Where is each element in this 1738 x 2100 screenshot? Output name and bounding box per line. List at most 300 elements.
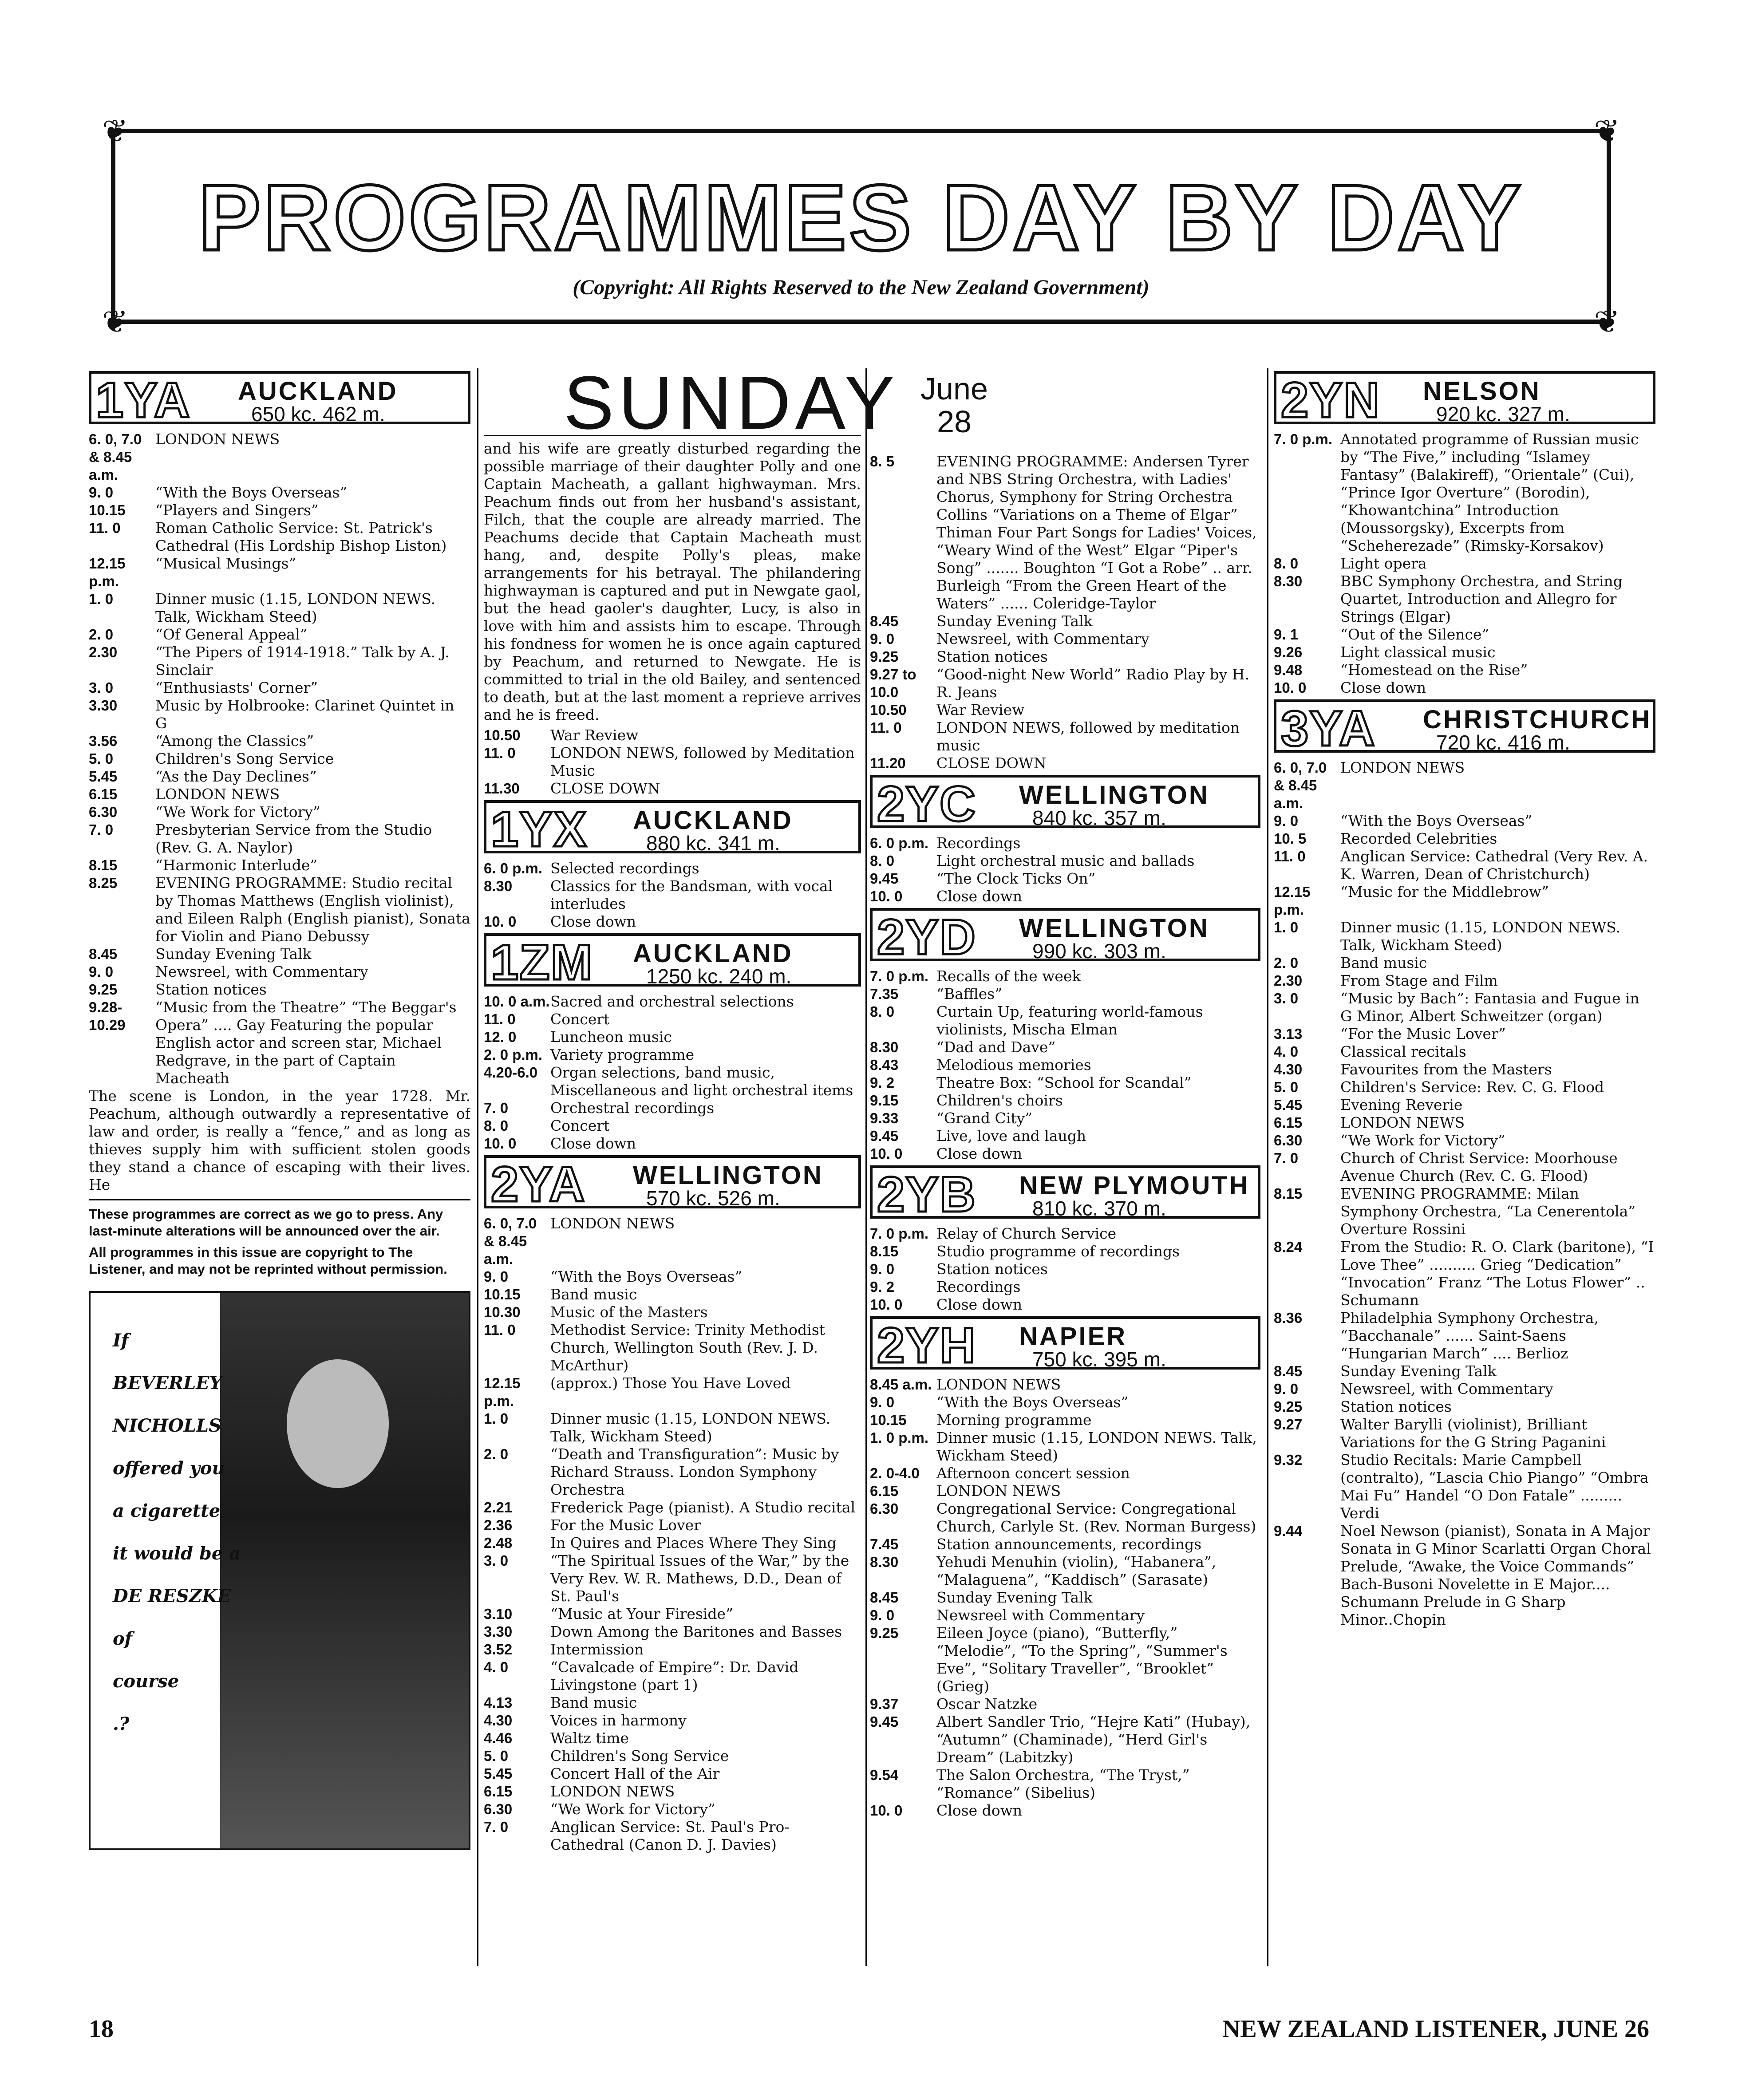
schedule-row [89, 697, 470, 732]
schedule-row [870, 1500, 1260, 1536]
schedule-description: “Baffles” [936, 985, 1003, 1003]
station-city: AUCKLAND [238, 377, 398, 406]
schedule-description: For the Music Lover [550, 1516, 701, 1534]
schedule-description: Band music [1340, 954, 1427, 971]
station-frequency: 570 kc. 526 m. [646, 1187, 780, 1210]
schedule-row [870, 754, 1260, 772]
schedule-row [870, 888, 1260, 905]
column-divider [1267, 368, 1268, 1966]
schedule-time: 2.30 [1274, 972, 1303, 989]
schedule-description: Classics for the Bandsman, with vocal interludes [550, 877, 833, 912]
schedule-time: 8. 0 [870, 853, 895, 869]
schedule-time: 6. 0, 7.0 & 8.45 a.m. [484, 1215, 537, 1267]
schedule-description: “Harmonic Interlude” [155, 857, 318, 874]
schedule-time: 9.25 [870, 648, 899, 665]
station-city: AUCKLAND [633, 939, 793, 968]
schedule-row [484, 1534, 861, 1552]
schedule-description: LONDON NEWS [550, 1783, 675, 1800]
schedule-row [1274, 626, 1655, 643]
schedule-time: 5. 0 [484, 1748, 509, 1764]
schedule-row [870, 1713, 1260, 1766]
schedule-time: 10.50 [870, 702, 907, 718]
schedule-description: Station notices [936, 1260, 1048, 1278]
schedule-description: Newsreel with Commentary [936, 1607, 1145, 1624]
schedule-time: 10. 0 [870, 1296, 903, 1313]
schedule-time: 10. 0 [870, 1802, 903, 1819]
schedule-row [1274, 430, 1655, 555]
spacer [870, 368, 1260, 453]
schedule-list [870, 1376, 1260, 1820]
schedule-time: 2. 0 [89, 626, 114, 643]
schedule-row [484, 1552, 861, 1605]
masthead [102, 113, 1620, 340]
schedule-row [870, 1695, 1260, 1713]
schedule-time: 1. 0 [1274, 919, 1299, 936]
schedule-description: Voices in harmony [550, 1712, 687, 1729]
schedule-description: Close down [936, 1296, 1023, 1313]
schedule-description: Philadelphia Symphony Orchestra, “Bacchanale” ...... Saint-Saens “Hungarian March” .... Berlioz [1340, 1309, 1599, 1362]
schedule-description: Sunday Evening Talk [1340, 1362, 1497, 1380]
schedule-row [870, 1411, 1260, 1429]
corner-ornament-icon: ❦ [102, 113, 128, 149]
schedule-time: 6.15 [484, 1783, 513, 1800]
schedule-description: “Music at Your Fireside” [550, 1605, 733, 1622]
schedule-description: “For the Music Lover” [1340, 1025, 1506, 1042]
schedule-list [870, 1225, 1260, 1314]
schedule-row [89, 519, 470, 555]
schedule-time: 1. 0 p.m. [870, 1429, 929, 1446]
schedule-time: 6.30 [870, 1500, 899, 1517]
schedule-row [1274, 1132, 1655, 1149]
schedule-time: 7. 0 p.m. [870, 1225, 929, 1242]
schedule-time: 8.45 [89, 946, 118, 962]
schedule-time: 10. 0 [484, 913, 517, 930]
schedule-time: 9. 0 [89, 484, 114, 501]
schedule-description: Frederick Page (pianist). A Studio recital [550, 1499, 856, 1516]
schedule-description: EVENING PROGRAMME: Studio recital by Thomas Matthews (English violinist), and Eileen Ralph (English pianist), Sonata for Violin and Piano Debussy [155, 874, 470, 945]
schedule-row [1274, 1114, 1655, 1132]
schedule-description: Concert [550, 1117, 610, 1134]
schedule-time: 6.15 [89, 786, 118, 802]
schedule-description: LONDON NEWS [155, 430, 280, 448]
schedule-description: “Homestead on the Rise” [1340, 661, 1528, 679]
schedule-description: “With the Boys Overseas” [155, 484, 348, 501]
schedule-row [870, 1260, 1260, 1278]
schedule-row [1274, 1309, 1655, 1362]
station-header-2yd [870, 908, 1260, 965]
schedule-time: 9.33 [870, 1110, 899, 1126]
schedule-description: Light orchestral music and ballads [936, 852, 1195, 869]
schedule-time: 8. 0 [484, 1117, 509, 1134]
station-call-sign: 2YN [1281, 372, 1380, 428]
advertisement [89, 1291, 470, 1850]
schedule-row [484, 877, 861, 913]
schedule-description: Recordings [936, 1278, 1021, 1295]
schedule-row [1274, 555, 1655, 572]
schedule-time: 7. 0 p.m. [1274, 431, 1333, 447]
schedule-row [870, 834, 1260, 852]
schedule-time: 9. 0 [1274, 813, 1299, 829]
schedule-row [89, 945, 470, 963]
schedule-time: 7.35 [870, 986, 899, 1002]
schedule-description: LONDON NEWS, followed by Meditation Music [550, 744, 855, 779]
schedule-row [1274, 1238, 1655, 1309]
schedule-description: LONDON NEWS [936, 1482, 1061, 1500]
schedule-time: 10. 0 a.m. [484, 993, 550, 1010]
schedule-list [484, 726, 861, 797]
schedule-list [89, 430, 470, 1087]
schedule-description: Dinner music (1.15, LONDON NEWS. Talk, Wickham Steed) [936, 1429, 1257, 1464]
publication-footer: NEW ZEALAND LISTENER, JUNE 26 [1222, 2015, 1649, 2043]
station-city: WELLINGTON [1019, 781, 1209, 809]
schedule-description: Theatre Box: “School for Scandal” [936, 1074, 1192, 1091]
schedule-list [1274, 759, 1655, 1629]
schedule-row [1274, 679, 1655, 697]
schedule-description: LONDON NEWS [1340, 759, 1465, 776]
schedule-time: 9.15 [870, 1092, 899, 1109]
schedule-description: In Quires and Places Where They Sing [550, 1534, 837, 1551]
schedule-row [1274, 1025, 1655, 1043]
schedule-description: Anglican Service: St. Paul's Pro-Cathedral (Canon D. J. Davies) [550, 1818, 790, 1853]
schedule-time: 9.32 [1274, 1452, 1303, 1468]
schedule-time: 9.37 [870, 1696, 899, 1712]
schedule-row [870, 1278, 1260, 1296]
schedule-description: Newsreel, with Commentary [1340, 1380, 1553, 1397]
schedule-row [484, 1818, 861, 1854]
schedule-time: 9.25 [89, 981, 118, 998]
schedule-description: Methodist Service: Trinity Methodist Church, Wellington South (Rev. J. D. McArthur) [550, 1321, 825, 1374]
copyright-notice: (Copyright: All Rights Reserved to the New Zealand Government) [573, 276, 1149, 299]
schedule-time: 6.30 [89, 804, 118, 820]
schedule-time: 9.25 [870, 1625, 899, 1641]
day-heading [484, 361, 988, 445]
schedule-description: Live, love and laugh [936, 1127, 1086, 1145]
schedule-description: Light classical music [1340, 643, 1496, 661]
schedule-time: 10.15 [89, 502, 126, 518]
schedule-row [870, 666, 1260, 701]
schedule-time: 6. 0, 7.0 & 8.45 a.m. [1274, 759, 1327, 811]
schedule-time: 6.30 [484, 1801, 513, 1817]
schedule-time: 9.28-10.29 [89, 999, 126, 1033]
schedule-time: 2.36 [484, 1517, 513, 1533]
schedule-time: 7. 0 [484, 1100, 509, 1116]
schedule-row [89, 821, 470, 857]
schedule-time: 6.15 [1274, 1114, 1303, 1131]
schedule-row [870, 1607, 1260, 1624]
schedule-time: 3.52 [484, 1641, 513, 1658]
date: 28 [937, 404, 972, 439]
schedule-description: Children's Service: Rev. C. G. Flood [1340, 1078, 1604, 1096]
schedule-description: War Review [550, 726, 639, 744]
page-title: PROGRAMMES DAY BY DAY [198, 166, 1524, 270]
schedule-time: 10. 0 [484, 1135, 517, 1152]
schedule-description: “Death and Transfiguration”: Music by Richard Strauss. London Symphony Orchestra [550, 1445, 839, 1498]
schedule-time: 9.27 to 10.0 [870, 666, 916, 700]
schedule-time: 3.56 [89, 733, 118, 749]
schedule-row [870, 1393, 1260, 1411]
corner-ornament-icon: ❦ [102, 304, 128, 340]
schedule-row [1274, 1522, 1655, 1629]
schedule-row [1274, 1416, 1655, 1451]
schedule-description: Newsreel, with Commentary [936, 630, 1149, 647]
schedule-row [870, 1429, 1260, 1464]
schedule-description: Dinner music (1.15, LONDON NEWS. Talk, Wickham Steed) [550, 1410, 831, 1445]
schedule-time: 3. 0 [89, 679, 114, 696]
schedule-description: “Among the Classics” [155, 732, 314, 750]
schedule-description: Noel Newson (pianist), Sonata in A Major Sonata in G Minor Scarlatti Organ Choral Prelude, “Awake, the Voice Commands” Bach-Busoni Novelette in E Major.... Schumann Prelude in G Sharp Minor..Chopin [1340, 1522, 1651, 1628]
schedule-description: Close down [936, 888, 1023, 905]
schedule-time: 11. 0 [484, 1322, 516, 1338]
schedule-time: 8.24 [1274, 1239, 1303, 1255]
schedule-time: 8.45 [870, 1589, 899, 1606]
station-header-2yb [870, 1165, 1260, 1222]
schedule-description: Music of the Masters [550, 1303, 708, 1321]
schedule-row [870, 967, 1260, 985]
station-frequency: 750 kc. 395 m. [1032, 1348, 1166, 1371]
schedule-row [870, 985, 1260, 1003]
schedule-description: Luncheon music [550, 1028, 672, 1046]
schedule-description: Roman Catholic Service: St. Patrick's Cathedral (His Lordship Bishop Liston) [155, 519, 447, 554]
schedule-description: “Players and Singers” [155, 501, 319, 519]
schedule-row [484, 1516, 861, 1534]
station-call-sign: 2YH [877, 1318, 976, 1373]
schedule-row [1274, 1043, 1655, 1061]
schedule-row [89, 963, 470, 981]
schedule-row [89, 768, 470, 786]
schedule-description: Church of Christ Service: Moorhouse Avenue Church (Rev. C. G. Flood) [1340, 1149, 1618, 1184]
schedule-description: Station announcements, recordings [936, 1536, 1202, 1553]
schedule-time: 4. 0 [484, 1659, 509, 1675]
schedule-row [870, 1109, 1260, 1127]
schedule-description: Annotated programme of Russian music by “The Five,” including “Islamey Fantasy” (Balakireff), “Orientale” (Cui), “Prince Igor Overture” (Borodin), “Khowantchina” Introduction (Moussorgsky), Excerpts from “Scheherezade” (Rimsky-Korsakov) [1340, 430, 1639, 554]
schedule-description: Morning programme [936, 1411, 1092, 1429]
schedule-list [1274, 430, 1655, 697]
schedule-row [484, 1499, 861, 1516]
schedule-list [870, 834, 1260, 905]
month: June [920, 371, 988, 406]
column-2-body [484, 440, 861, 1980]
schedule-description: Station notices [155, 981, 267, 998]
schedule-row [870, 612, 1260, 630]
schedule-description: “With the Boys Overseas” [1340, 812, 1533, 829]
schedule-description: “Good-night New World” Radio Play by H. R. Jeans [936, 666, 1250, 701]
schedule-description: Eileen Joyce (piano), “Butterfly,” “Melodie”, “To the Spring”, “Summer's Eve”, “Solitary Traveller”, “Brooklet” (Grieg) [936, 1624, 1228, 1695]
schedule-time: 9.48 [1274, 662, 1303, 678]
ad-line: a cigarette [113, 1500, 221, 1521]
schedule-description: Down Among the Baritones and Basses [550, 1623, 842, 1640]
schedule-description: Organ selections, band music, Miscellaneous and light orchestral items [550, 1064, 853, 1099]
schedule-description: Band music [550, 1694, 637, 1711]
schedule-description: LONDON NEWS [936, 1376, 1061, 1393]
schedule-description: Afternoon concert session [936, 1464, 1130, 1482]
schedule-time: 7. 0 [1274, 1150, 1299, 1166]
schedule-list [870, 967, 1260, 1163]
schedule-description: Dinner music (1.15, LONDON NEWS. Talk, Wickham Steed) [1340, 919, 1621, 954]
schedule-row [89, 750, 470, 768]
schedule-row [870, 453, 1260, 612]
schedule-time: 12. 0 [484, 1029, 517, 1045]
schedule-row [1274, 1096, 1655, 1114]
schedule-time: 3.13 [1274, 1026, 1303, 1042]
schedule-time: 8.45 [870, 613, 899, 629]
schedule-list [870, 453, 1260, 772]
schedule-row [1274, 1451, 1655, 1522]
schedule-row [870, 648, 1260, 666]
station-city: AUCKLAND [633, 806, 793, 835]
schedule-row [870, 1376, 1260, 1393]
schedule-row [484, 913, 861, 931]
schedule-row [1274, 1398, 1655, 1416]
schedule-row [870, 852, 1260, 870]
schedule-time: 10. 0 [870, 888, 903, 904]
schedule-row [484, 1641, 861, 1658]
schedule-time: 5.45 [1274, 1097, 1303, 1113]
schedule-time: 10. 0 [870, 1145, 903, 1162]
schedule-row [484, 1099, 861, 1117]
schedule-row [484, 1729, 861, 1747]
station-frequency: 720 kc. 416 m. [1436, 731, 1570, 754]
ad-line: offered you [113, 1458, 225, 1479]
schedule-row [484, 1783, 861, 1800]
schedule-time: 10. 5 [1274, 830, 1307, 847]
schedule-time: 9. 0 [89, 963, 114, 980]
schedule-description: Station notices [1340, 1398, 1452, 1415]
schedule-time: 12.15 p.m. [89, 555, 126, 589]
schedule-time: 4.30 [484, 1712, 513, 1729]
schedule-description: Concert Hall of the Air [550, 1765, 720, 1782]
station-call-sign: 1YA [96, 372, 191, 428]
ad-text [113, 1319, 273, 1745]
ad-line: it would be a [113, 1543, 241, 1564]
schedule-time: 9.45 [870, 1128, 899, 1144]
story-paragraph: and his wife are greatly disturbed regarding the possible marriage of their daughter Polly and one Captain Macheath, a gallant highwayman. Mrs. Peachum finds out from her husband's assistant, Filch, that the couple are already married. The Peachums decide that Captain Macheath must hang, and, despite Polly's pleas, make arrangements for his betrayal. The philandering highwayman is captured and put in Newgate gaol, but the head gaoler's daughter, Lucy, is also in love with him and assists him to escape. Through his fondness for women he is once again captured by Peachum, and returned to Newgate. He is committed to trial in the old Bailey, and sentenced to death, but at the last moment a reprieve arrives and he is freed. [484, 440, 861, 723]
schedule-row [870, 1243, 1260, 1260]
schedule-row [484, 1765, 861, 1783]
schedule-description: Band music [550, 1286, 637, 1303]
schedule-list [484, 1215, 861, 1854]
schedule-row [484, 1410, 861, 1445]
schedule-time: 8.43 [870, 1057, 899, 1073]
station-frequency: 810 kc. 370 m. [1032, 1197, 1166, 1220]
station-header-2yc [870, 775, 1260, 832]
schedule-row [484, 1374, 861, 1410]
schedule-description: “The Pipers of 1914-1918.” Talk by A. J. Sinclair [155, 643, 450, 679]
ad-line: .? [113, 1713, 130, 1734]
notice-copyright: All programmes in this issue are copyright to The Listener, and may not be reprinted without permission. [89, 1244, 447, 1277]
schedule-description: Classical recitals [1340, 1043, 1466, 1060]
schedule-description: Recordings [936, 834, 1021, 852]
schedule-time: 12.15 p.m. [484, 1375, 521, 1409]
divider [89, 1199, 470, 1200]
schedule-time: 9. 0 [484, 1268, 509, 1285]
schedule-description: EVENING PROGRAMME: Andersen Tyrer and NBS String Orchestra, with Ladies' Chorus, Symphony for String Orchestra Collins “Variations on a Theme of Elgar” Thiman Four Part Songs for Ladies' Voices, “Weary Wind of the West” Elgar “Piper's Song” ....... Boughton “I Got a Robe” .. arr. Burleigh “From the Green Heart of the Waters” ...... Coleridge-Taylor [936, 453, 1257, 612]
portrait-face [287, 1359, 389, 1488]
station-header-3ya [1274, 699, 1655, 756]
schedule-row [484, 1321, 861, 1374]
schedule-description: Waltz time [550, 1729, 629, 1747]
schedule-description: “As the Day Declines” [155, 768, 317, 785]
schedule-time: 6. 0 p.m. [870, 835, 929, 851]
schedule-description: Albert Sandler Trio, “Hejre Kati” (Hubay), “Autumn” (Chaminade), “Herd Girl's Dream” (Labitzky) [936, 1713, 1251, 1766]
schedule-description: Children's Song Service [550, 1747, 729, 1764]
schedule-row [870, 1536, 1260, 1553]
schedule-row [1274, 990, 1655, 1025]
schedule-time: 9. 1 [1274, 626, 1299, 643]
schedule-description: Concert [550, 1011, 610, 1028]
schedule-row [89, 590, 470, 626]
schedule-time: 4.30 [1274, 1061, 1303, 1078]
schedule-description: War Review [936, 701, 1025, 718]
schedule-row [484, 1064, 861, 1099]
schedule-description: EVENING PROGRAMME: Milan Symphony Orchestra, “La Cenerentola” Overture Rossini [1340, 1185, 1636, 1238]
schedule-time: 8.30 [870, 1554, 899, 1570]
schedule-description: Selected recordings [550, 860, 699, 877]
schedule-description: “We Work for Victory” [1340, 1132, 1505, 1149]
schedule-time: 3. 0 [1274, 990, 1299, 1007]
schedule-time: 8.36 [1274, 1310, 1303, 1326]
schedule-row [1274, 848, 1655, 883]
schedule-row [484, 993, 861, 1011]
schedule-description: Anglican Service: Cathedral (Very Rev. A. K. Warren, Dean of Christchurch) [1340, 848, 1648, 883]
schedule-row [1274, 643, 1655, 661]
schedule-time: 9.25 [1274, 1398, 1303, 1415]
schedule-time: 10. 0 [1274, 679, 1307, 696]
schedule-list [484, 860, 861, 931]
schedule-row [1274, 919, 1655, 954]
column-divider [865, 368, 867, 1966]
schedule-time: 8. 0 [1274, 555, 1299, 572]
schedule-description: The Salon Orchestra, “The Tryst,” “Romance” (Sibelius) [936, 1766, 1190, 1801]
schedule-time: 1. 0 [89, 591, 114, 607]
schedule-row [870, 1624, 1260, 1695]
schedule-description: Close down [1340, 679, 1426, 696]
schedule-description: Presbyterian Service from the Studio (Rev. G. A. Naylor) [155, 821, 432, 856]
schedule-time: 9.45 [870, 870, 899, 887]
schedule-row [484, 1028, 861, 1046]
schedule-description: Sunday Evening Talk [155, 945, 312, 963]
schedule-time: 8.30 [870, 1039, 899, 1055]
schedule-row [1274, 830, 1655, 848]
schedule-description: Children's Song Service [155, 750, 334, 767]
schedule-description: Music by Holbrooke: Clarinet Quintet in G [155, 697, 454, 732]
ad-line: course [113, 1671, 179, 1692]
schedule-row [870, 1802, 1260, 1820]
ad-line: NICHOLLS [113, 1415, 221, 1436]
schedule-row [484, 1800, 861, 1818]
schedule-row [1274, 1185, 1655, 1238]
schedule-description: Recalls of the week [936, 967, 1081, 985]
schedule-description: Children's choirs [936, 1092, 1063, 1109]
schedule-description: Relay of Church Service [936, 1225, 1117, 1242]
schedule-description: Yehudi Menuhin (violin), “Habanera”, “Malaguena”, “Kaddisch” (Sarasate) [936, 1553, 1217, 1588]
station-frequency: 920 kc. 327 m. [1436, 403, 1570, 426]
schedule-time: 8.25 [89, 875, 118, 891]
schedule-row [1274, 661, 1655, 679]
schedule-row [89, 803, 470, 821]
schedule-row [89, 999, 470, 1087]
schedule-description: “Grand City” [936, 1109, 1033, 1127]
schedule-description: LONDON NEWS [1340, 1114, 1465, 1131]
schedule-description: BBC Symphony Orchestra, and String Quartet, Introduction and Allegro for Strings (Elgar) [1340, 572, 1623, 625]
schedule-description: Sunday Evening Talk [936, 612, 1093, 630]
station-frequency: 880 kc. 341 m. [646, 832, 780, 855]
schedule-time: 4. 0 [1274, 1043, 1299, 1060]
notice-correct: These programmes are correct as we go to press. Any last-minute alterations will be announced over the air. [89, 1206, 443, 1239]
station-call-sign: 2YD [877, 909, 976, 965]
schedule-list [484, 993, 861, 1153]
schedule-time: 9. 0 [1274, 1381, 1299, 1397]
schedule-description: Walter Barylli (violinist), Brilliant Variations for the G String Paganini [1340, 1416, 1606, 1451]
